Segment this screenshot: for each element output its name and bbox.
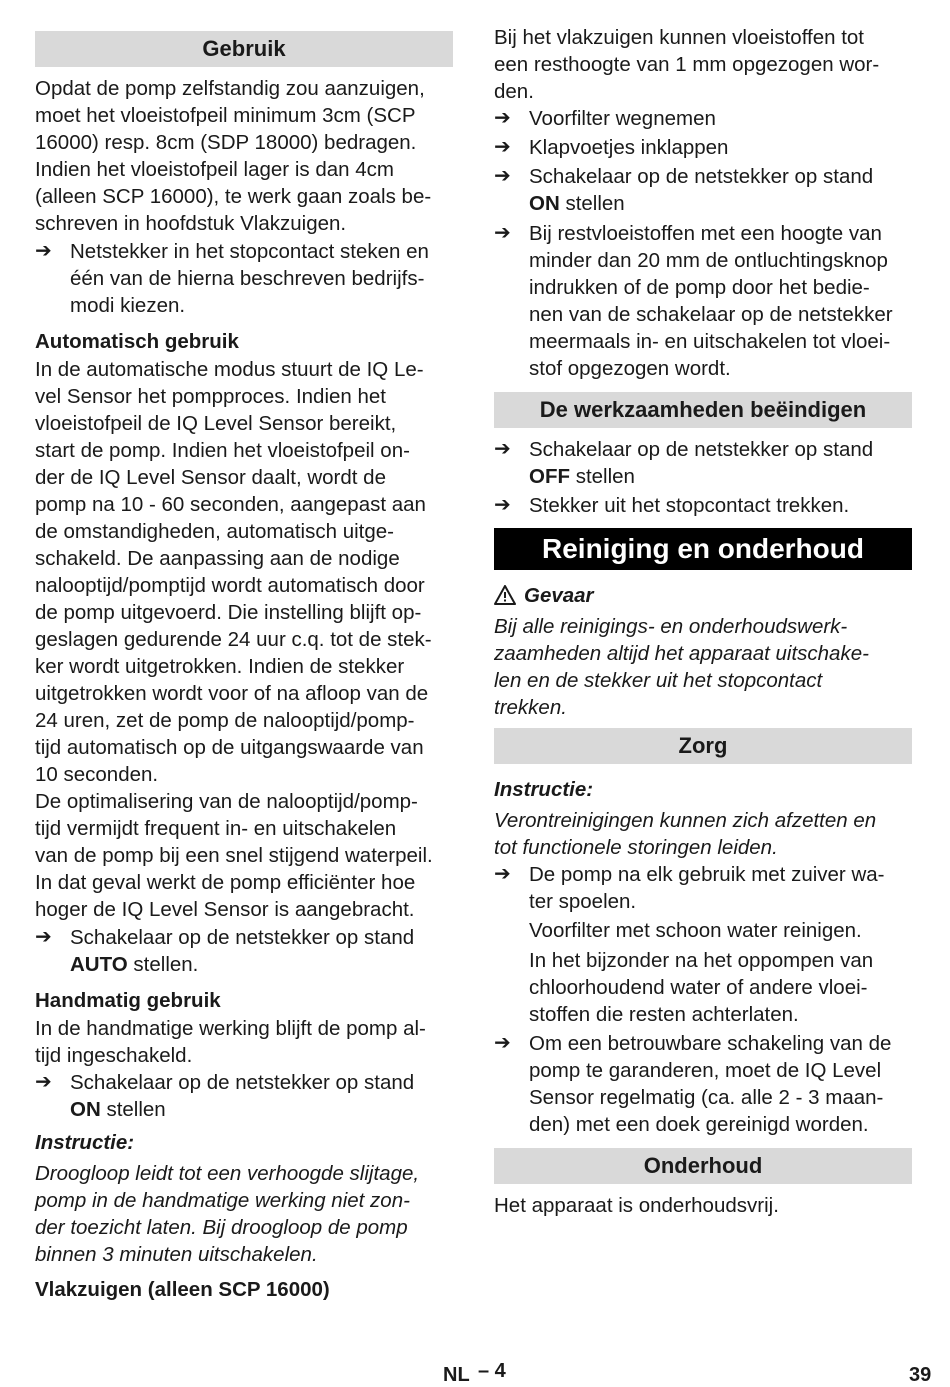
text-line: tijd ingeschakeld. bbox=[35, 1044, 193, 1067]
step-text: Voorfilter wegnemen bbox=[529, 107, 716, 130]
step-text: chloorhoudend water of andere vloei- bbox=[529, 976, 868, 999]
step-text: De pomp na elk gebruik met zuiver wa- bbox=[529, 863, 885, 886]
text-line: schreven in hoofdstuk Vlakzuigen. bbox=[35, 212, 347, 235]
text-line: (alleen SCP 16000), te werk gaan zoals be- bbox=[35, 185, 432, 208]
subheading-automatic: Automatisch gebruik bbox=[35, 330, 239, 353]
text-line: een resthoogte van 1 mm opgezogen wor- bbox=[494, 53, 880, 76]
text-line: Bij alle reinigings- en onderhoudswerk- bbox=[494, 615, 848, 638]
arrow-right-icon: ➔ bbox=[494, 136, 511, 158]
step-text: Sensor regelmatig (ca. alle 2 - 3 maan- bbox=[529, 1086, 884, 1109]
text-line: geslagen gedurende 24 uur c.q. tot de stek- bbox=[35, 628, 432, 651]
arrow-right-icon: ➔ bbox=[35, 240, 52, 262]
step-text: Schakelaar op de netstekker op stand bbox=[70, 1071, 415, 1094]
text-line: len en de stekker uit het stopcontact bbox=[494, 669, 823, 692]
step-text: ter spoelen. bbox=[529, 890, 637, 913]
switch-setting-on: ON bbox=[529, 192, 560, 215]
step-text: Stekker uit het stopcontact trekken. bbox=[529, 494, 850, 517]
step-text: Schakelaar op de netstekker op stand bbox=[529, 165, 874, 188]
text-line: uitgetrokken wordt voor of na afloop van de bbox=[35, 682, 429, 705]
page-number: 39 bbox=[909, 1364, 932, 1386]
text-line: pomp in de handmatige werking niet zon- bbox=[35, 1189, 410, 1212]
step-text: nen van de schakelaar op de netstekker bbox=[529, 303, 893, 326]
switch-setting-auto: AUTO bbox=[70, 953, 128, 976]
arrow-right-icon: ➔ bbox=[494, 438, 511, 460]
step-text: AUTO stellen. bbox=[70, 953, 199, 976]
step-text: OFF stellen bbox=[529, 465, 635, 488]
text-line: In dat geval werkt de pomp efficiënter hoe bbox=[35, 871, 416, 894]
text-line: trekken. bbox=[494, 696, 567, 719]
text-line: pomp na 10 - 60 seconden, aangepast aan bbox=[35, 493, 426, 516]
arrow-right-icon: ➔ bbox=[494, 165, 511, 187]
step-text: Bij restvloeistoffen met een hoogte van bbox=[529, 222, 882, 245]
arrow-right-icon: ➔ bbox=[494, 107, 511, 129]
step-text: één van de hierna beschreven bedrijfs- bbox=[70, 267, 425, 290]
switch-setting-on: ON bbox=[70, 1098, 101, 1121]
chapter-heading: Reiniging en onderhoud bbox=[494, 528, 912, 570]
section-heading-onderhoud: Onderhoud bbox=[494, 1148, 912, 1184]
text-line: Verontreinigingen kunnen zich afzetten en bbox=[494, 809, 877, 832]
step-text: indrukken of de pomp door het bedie- bbox=[529, 276, 870, 299]
step-text: Om een betrouwbare schakeling van de bbox=[529, 1032, 892, 1055]
arrow-right-icon: ➔ bbox=[35, 926, 52, 948]
text-line: den. bbox=[494, 80, 534, 103]
text-line: der de IQ Level Sensor daalt, wordt de bbox=[35, 466, 386, 489]
text-line: moet het vloeistofpeil minimum 3cm (SCP bbox=[35, 104, 416, 127]
text-line: binnen 3 minuten uitschakelen. bbox=[35, 1243, 318, 1266]
text-line: ker wordt uitgetrokken. Indien de stekker bbox=[35, 655, 405, 678]
text-line: hoger de IQ Level Sensor is aangebracht. bbox=[35, 898, 415, 921]
step-text: Netstekker in het stopcontact steken en bbox=[70, 240, 429, 263]
step-text: Voorfilter met schoon water reinigen. bbox=[529, 919, 862, 942]
step-text: stof opgezogen wordt. bbox=[529, 357, 731, 380]
instruction-label: Instructie: bbox=[35, 1131, 135, 1154]
text-line: de pomp uitgevoerd. Die instelling blijft op- bbox=[35, 601, 422, 624]
text-line: Opdat de pomp zelfstandig zou aanzuigen, bbox=[35, 77, 425, 100]
step-text: meermaals in- en uitschakelen tot vloei- bbox=[529, 330, 891, 353]
footer-language: NL bbox=[443, 1364, 470, 1386]
subheading-manual: Handmatig gebruik bbox=[35, 989, 221, 1012]
arrow-right-icon: ➔ bbox=[35, 1071, 52, 1093]
step-text: ON stellen bbox=[70, 1098, 166, 1121]
step-text: Schakelaar op de netstekker op stand bbox=[70, 926, 415, 949]
text-line: Droogloop leidt tot een verhoogde slijtage, bbox=[35, 1162, 420, 1185]
text-line: zaamheden altijd het apparaat uitschake- bbox=[494, 642, 869, 665]
arrow-right-icon: ➔ bbox=[494, 494, 511, 516]
step-text: ON stellen bbox=[529, 192, 625, 215]
text-line: tot functionele storingen leiden. bbox=[494, 836, 778, 859]
step-text: pomp te garanderen, moet de IQ Level bbox=[529, 1059, 882, 1082]
switch-setting-off: OFF bbox=[529, 465, 570, 488]
section-heading-end: De werkzaamheden beëindigen bbox=[494, 392, 912, 428]
text-line: In de handmatige werking blijft de pomp al- bbox=[35, 1017, 426, 1040]
section-heading-zorg: Zorg bbox=[494, 728, 912, 764]
text-line: vel Sensor het pompproces. Indien het bbox=[35, 385, 386, 408]
text-line: Het apparaat is onderhoudsvrij. bbox=[494, 1194, 779, 1217]
text-line: Indien het vloeistofpeil lager is dan 4cm bbox=[35, 158, 394, 181]
text-line: schakeld. De aanpassing aan de nodige bbox=[35, 547, 400, 570]
step-text: modi kiezen. bbox=[70, 294, 186, 317]
text-line: 24 uren, zet de pomp de nalooptijd/pomp- bbox=[35, 709, 415, 732]
text-line: In de automatische modus stuurt de IQ Le- bbox=[35, 358, 424, 381]
text-line: tijd automatisch op de uitgangswaarde van bbox=[35, 736, 424, 759]
text-line: De optimalisering van de nalooptijd/pomp- bbox=[35, 790, 418, 813]
text-line: Bij het vlakzuigen kunnen vloeistoffen tot bbox=[494, 26, 865, 49]
section-heading-gebruik: Gebruik bbox=[35, 31, 453, 67]
instruction-label: Instructie: bbox=[494, 778, 594, 801]
text-line: de omstandigheden, automatisch uitge- bbox=[35, 520, 394, 543]
warning-triangle-icon bbox=[494, 585, 516, 612]
danger-label: Gevaar bbox=[494, 582, 594, 612]
arrow-right-icon: ➔ bbox=[494, 1032, 511, 1054]
text-line: der toezicht laten. Bij droogloop de pomp bbox=[35, 1216, 408, 1239]
text-line: van de pomp bij een snel stijgend waterpeil. bbox=[35, 844, 433, 867]
text-line: 10 seconden. bbox=[35, 763, 159, 786]
text-line: tijd vermijdt frequent in- en uitschakelen bbox=[35, 817, 397, 840]
text-line: 16000) resp. 8cm (SDP 18000) bedragen. bbox=[35, 131, 417, 154]
step-text: In het bijzonder na het oppompen van bbox=[529, 949, 874, 972]
text-line: nalooptijd/pomptijd wordt automatisch door bbox=[35, 574, 425, 597]
step-text: minder dan 20 mm de ontluchtingsknop bbox=[529, 249, 888, 272]
step-text: Schakelaar op de netstekker op stand bbox=[529, 438, 874, 461]
subheading-vlakzuigen: Vlakzuigen (alleen SCP 16000) bbox=[35, 1278, 330, 1301]
footer-page-sub: – 4 bbox=[478, 1360, 506, 1382]
text-line: vloeistofpeil de IQ Level Sensor bereikt, bbox=[35, 412, 397, 435]
step-text: stoffen die resten achterlaten. bbox=[529, 1003, 799, 1026]
step-text: den) met een doek gereinigd worden. bbox=[529, 1113, 869, 1136]
arrow-right-icon: ➔ bbox=[494, 863, 511, 885]
text-line: start de pomp. Indien het vloeistofpeil on- bbox=[35, 439, 410, 462]
arrow-right-icon: ➔ bbox=[494, 222, 511, 244]
step-text: Klapvoetjes inklappen bbox=[529, 136, 729, 159]
